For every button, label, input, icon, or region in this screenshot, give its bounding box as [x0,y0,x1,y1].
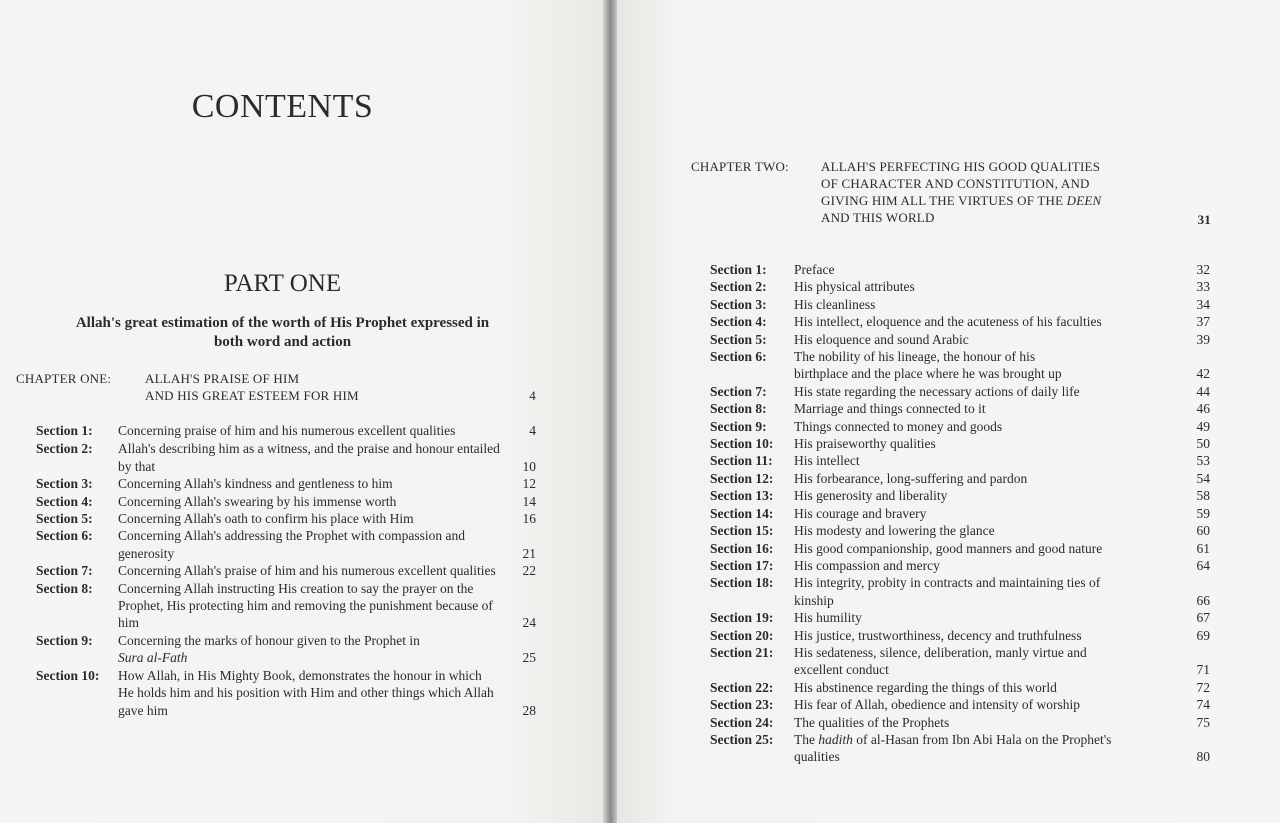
section-label: Section 3: [710,296,767,312]
section-page-number: 69 [1196,627,1210,643]
section-title: Preface [794,262,835,277]
section-label: Section 19: [710,610,774,626]
section-title: His intellect [794,453,860,469]
section-page-number: 25 [522,650,536,666]
section-label: Section 4: [36,493,93,509]
section-page-number: 49 [1196,418,1210,434]
section-title: Concerning praise of him and his numerous excellent qualities [118,423,456,438]
chapter-title-line-3 [821,192,1101,209]
section-page-number: 71 [1196,662,1210,678]
toc-entry[interactable] [710,470,1210,487]
section-title: Concerning Allah instructing His creation to say the prayer on the Prophet, His protecting him and removing the punishment because of him [118,580,493,631]
section-label: Section 10: [710,436,774,452]
toc-entry[interactable] [710,714,1210,731]
chapter-two-heading [691,158,1211,230]
section-label: Section 6: [36,528,93,544]
section-page-number: 72 [1196,679,1210,695]
section-title [794,731,1120,766]
section-title: His sedateness, silence, deliberation, manly virtue and excellent conduct [794,644,1087,678]
section-page-number: 22 [522,563,536,579]
section-label: Section 10: [36,667,100,683]
section-title: Concerning Allah's kindness and gentleness to him [118,476,393,492]
chapter-title-line-2: OF CHARACTER AND CONSTITUTION, AND [821,176,1090,191]
section-label: Section 22: [710,679,774,695]
section-page-number: 74 [1196,697,1210,713]
toc-entry[interactable] [36,440,536,475]
section-label: Section 9: [710,418,767,434]
toc-entry[interactable] [710,487,1210,504]
section-label: Section 2: [36,441,93,457]
section-title: His courage and bravery [794,505,927,521]
chapter-page-number: 4 [529,388,536,403]
section-title: His integrity, probity in contracts and maintaining ties of kinship [794,575,1101,608]
section-title-italic: Sura al-Fath [118,650,188,666]
toc-entry[interactable] [710,679,1210,696]
section-title: His intellect, eloquence and the acuteness of his faculties [794,314,1102,330]
section-page-number: 46 [1196,401,1210,417]
section-label: Section 18: [710,575,774,591]
section-title: His cleanliness [794,296,876,312]
toc-entry[interactable] [710,261,1210,278]
toc-entry[interactable] [710,400,1210,417]
chapter-title-line-3-text: GIVING HIM ALL THE VIRTUES OF THE [821,193,1064,208]
toc-entry[interactable] [36,510,536,527]
toc-entry[interactable] [710,609,1210,626]
section-title: His modesty and lowering the glance [794,523,995,539]
section-page-number: 50 [1196,436,1210,452]
section-page-number: 75 [1196,714,1210,730]
section-title: His fear of Allah, obedience and intensity of worship [794,697,1081,713]
toc-entry[interactable] [710,522,1210,539]
section-title: His eloquence and sound Arabic [794,331,969,347]
section-title: The nobility of his lineage, the honour of his birthplace and the place where he was brought up [794,349,1062,382]
toc-entry[interactable] [36,580,536,632]
section-page-number: 67 [1196,610,1210,626]
toc-entry[interactable] [710,644,1210,679]
section-label: Section 5: [710,331,767,347]
toc-entry[interactable] [36,475,536,492]
toc-entry[interactable] [710,435,1210,452]
section-title: His abstinence regarding the things of this world [794,679,1057,695]
section-label: Section 25: [710,731,774,747]
section-label: Section 6: [710,349,767,365]
left-page [0,0,603,823]
section-page-number: 37 [1196,314,1210,330]
section-title: Things connected to money and goods [794,418,1003,434]
chapter-page-number: 31 [1197,212,1211,227]
section-title-prefix: The [794,731,815,747]
toc-entry[interactable] [710,696,1210,713]
toc-entry[interactable] [710,540,1210,557]
section-page-number: 33 [1196,279,1210,295]
toc-entry[interactable] [36,562,536,579]
section-title: His humility [794,610,862,626]
section-title-italic: hadith [818,731,853,747]
section-label: Section 21: [710,644,774,660]
section-page-number: 54 [1196,470,1210,486]
section-title: His forbearance, long-suffering and pardon [794,470,1028,486]
toc-entry[interactable] [710,557,1210,574]
section-page-number: 12 [522,476,536,492]
section-page-number: 10 [522,458,536,474]
toc-entry[interactable] [36,632,536,667]
section-label: Section 16: [710,540,774,556]
section-title: Concerning Allah's oath to confirm his place with Him [118,511,414,527]
chapter-title-italic: DEEN [1066,193,1102,208]
toc-entry[interactable] [710,313,1210,330]
toc-entry[interactable] [710,331,1210,348]
section-page-number: 80 [1196,749,1210,765]
contents-title: CONTENTS [191,88,374,125]
chapter-one-section-list [36,422,536,719]
section-label: Section 4: [710,314,767,330]
section-title-text: Concerning the marks of honour given to the Prophet in [118,632,420,648]
section-title: Concerning Allah's swearing by his immense worth [118,493,397,509]
section-page-number: 42 [1196,366,1210,382]
section-page-number: 59 [1196,505,1210,521]
section-page-number: 61 [1196,540,1210,556]
section-page-number: 39 [1196,331,1210,347]
section-title: Marriage and things connected to it [794,401,986,417]
right-page [617,0,1280,823]
section-title: His state regarding the necessary actions of daily life [794,383,1080,399]
toc-entry[interactable] [710,278,1210,295]
section-page-number: 66 [1196,592,1210,608]
section-label: Section 7: [36,563,93,579]
section-page-number: 58 [1196,488,1210,504]
chapter-one-heading [16,370,536,406]
toc-entry[interactable] [36,527,536,562]
chapter-label: CHAPTER TWO: [691,159,789,174]
toc-entry[interactable] [710,418,1210,435]
section-page-number: 16 [522,511,536,527]
toc-entry[interactable] [710,731,1210,766]
section-label: Section 8: [710,401,767,417]
section-title [118,632,500,667]
chapter-title-line-2: AND HIS GREAT ESTEEM FOR HIM [145,388,359,403]
part-title: PART ONE [223,270,342,297]
section-label: Section 24: [710,714,774,730]
chapter-title-line-1: ALLAH'S PRAISE OF HIM [145,371,300,386]
section-label: Section 17: [710,557,774,573]
section-page-number: 60 [1196,523,1210,539]
section-page-number: 4 [529,423,536,438]
toc-entry[interactable] [36,667,536,719]
section-title: Allah's describing him as a witness, and the praise and honour entailed by that [118,441,500,474]
section-page-number: 64 [1196,557,1210,573]
section-label: Section 1: [710,262,767,277]
section-page-number: 24 [522,615,536,631]
book-gutter [603,0,617,823]
section-title: Concerning Allah's praise of him and his numerous excellent qualities [118,563,496,579]
section-page-number: 53 [1196,453,1210,469]
section-title: How Allah, in His Mighty Book, demonstrates the honour in which He holds him and his position with Him and other things which Allah gave him [118,667,494,718]
section-label: Section 1: [36,423,93,438]
section-label: Section 11: [710,453,773,469]
section-title: His justice, trustworthiness, decency and truthfulness [794,627,1082,643]
section-label: Section 2: [710,279,767,295]
chapter-title-line-1: ALLAH'S PERFECTING HIS GOOD QUALITIES [821,159,1101,174]
section-label: Section 23: [710,697,774,713]
toc-entry[interactable] [710,574,1210,609]
chapter-title-line-4: AND THIS WORLD [821,210,935,225]
toc-entry[interactable] [710,383,1210,400]
toc-entry[interactable] [36,493,536,510]
section-label: Section 15: [710,523,774,539]
section-page-number: 34 [1196,296,1210,312]
section-page-number: 32 [1196,262,1210,277]
section-title: His generosity and liberality [794,488,948,504]
chapter-label: CHAPTER ONE: [16,371,112,386]
section-title: Concerning Allah's addressing the Prophet with compassion and generosity [118,528,466,561]
section-label: Section 8: [36,580,93,596]
chapter-two-section-list [710,261,1210,766]
section-label: Section 13: [710,488,774,504]
toc-entry[interactable] [710,627,1210,644]
section-title: His physical attributes [794,279,915,295]
section-label: Section 5: [36,511,93,527]
section-page-number: 14 [522,493,536,509]
section-title: His compassion and mercy [794,557,940,573]
section-title: His good companionship, good manners and good nature [794,540,1103,556]
toc-entry[interactable] [710,505,1210,522]
section-title: The qualities of the Prophets [794,714,950,730]
section-label: Section 14: [710,505,774,521]
toc-entry[interactable] [710,296,1210,313]
section-title-text: of al-Hasan from Ibn Abi Hala on the Prophet's qualities [794,731,1112,765]
section-title: His praiseworthy qualities [794,436,936,452]
section-page-number: 21 [522,545,536,561]
section-label: Section 12: [710,470,774,486]
toc-entry[interactable] [710,452,1210,469]
section-page-number: 28 [522,702,536,718]
section-label: Section 20: [710,627,774,643]
toc-entry[interactable] [36,422,536,439]
section-label: Section 7: [710,383,767,399]
toc-entry[interactable] [710,348,1210,383]
part-subtitle: Allah's great estimation of the worth of His Prophet expressed in both word and action [75,315,490,350]
section-page-number: 44 [1196,383,1210,399]
section-label: Section 9: [36,632,93,648]
section-label: Section 3: [36,476,93,492]
